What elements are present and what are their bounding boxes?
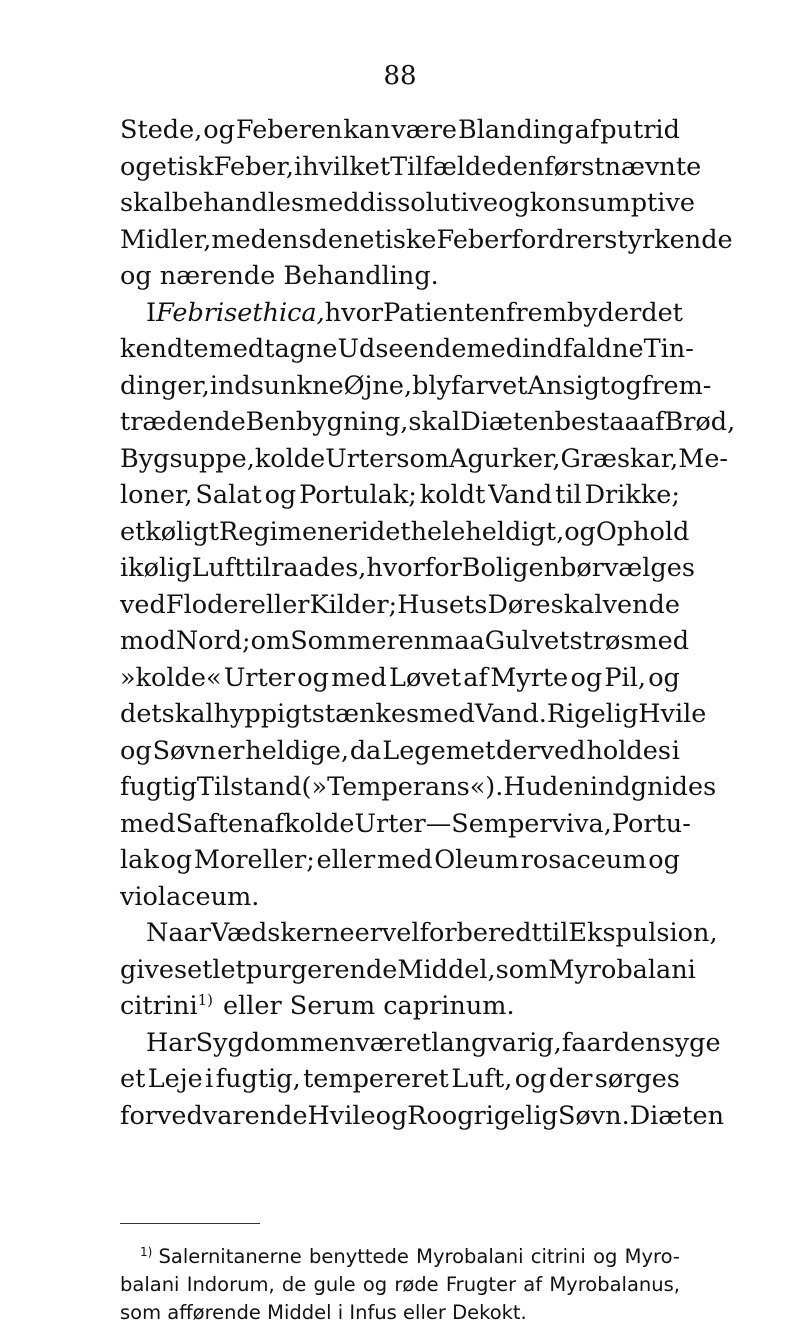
text-line: det skal hyppigt stænkes med Vand. Rigelig Hvile [120,699,707,729]
text-line: I Febris ethica, hvor Patienten frembyder det [146,297,683,328]
text-line: fugtig Tilstand (»Temperans«). Huden indgnides [120,772,717,802]
footnote-divider [120,1223,260,1224]
text-line: for vedvarende Hvile og Ro og rigelig Søvn. Diæten [120,1100,725,1131]
text-line: og Søvn er heldige, da Legemet derved holdes i [120,735,680,766]
text-line: et Leje i fugtig, tempereret Luft, og der sørges [120,1064,680,1094]
text-line: med Saften af kolde Urter — Semperviva, Portu- [120,808,691,839]
footnote-line: balani Indorum, de gule og røde Frugter af Myrobalanus, [120,1273,680,1296]
text-line: i kølig Luft tilraades, hvorfor Boligen bør vælges [120,553,695,583]
text-line: ved Floder eller Kilder; Husets Døre skal vende [120,589,680,620]
footnote-line: $^{1)}$ Salernitanerne benyttede Myrobalani citrini og Myro- [140,1245,680,1268]
text-line: »kolde« Urter og med Løvet af Myrte og Pil, og [120,662,680,693]
text-line: loner, Salat og Portulak; koldt Vand til Drikke; [120,480,680,510]
body-text [120,112,736,1134]
text-line: Naar Vædskerne er vel forberedt til Ekspulsion, [146,918,718,948]
text-line: Har Sygdommen været langvarig, faar den syge [146,1027,721,1058]
text-line: og nærende Behandling. [120,261,439,291]
footnotes [120,1243,680,1327]
footnote-reference: citrini$^{1)}$ [120,991,214,1021]
footnote-line: som afførende Middel i Infus eller Dekokt. [120,1301,527,1324]
text-line: citrini$^{1)}$ eller Serum caprinum. [120,988,680,1025]
text-line: mod Nord; om Sommeren maa Gulvet strøs med [120,626,690,656]
text-line: Bygsuppe, kolde Urter som Agurker, Græskar, Me- [120,443,729,474]
text-line: trædende Benbygning, skal Diæten bestaa af Brød, [120,407,736,437]
text-line: Stede, og Feberen kan være Blanding af putrid [120,115,680,145]
page-number: 88 [383,61,417,91]
text-line: og etisk Feber, i hvilket Tilfælde den førstnævnte [120,151,702,182]
text-line: dinger, indsunkne Øjne, blyfarvet Ansigt og frem- [120,370,712,401]
text-line: kendte medtagne Udseende med indfaldne Tin- [120,334,694,364]
text-line: skal behandles med dissolutive og konsumptive [120,188,695,218]
text-line: gives et let purgerende Middel, som Myrobalani [120,954,696,985]
text-line: et køligt Regimen er i det hele heldigt, og Ophold [120,516,690,547]
text-line: violaceum. [120,881,260,912]
text-line: lak og Moreller; eller med Oleum rosaceum og [120,845,680,875]
text-line: Midler, medens den etiske Feber fordrer styrkende [120,224,733,255]
